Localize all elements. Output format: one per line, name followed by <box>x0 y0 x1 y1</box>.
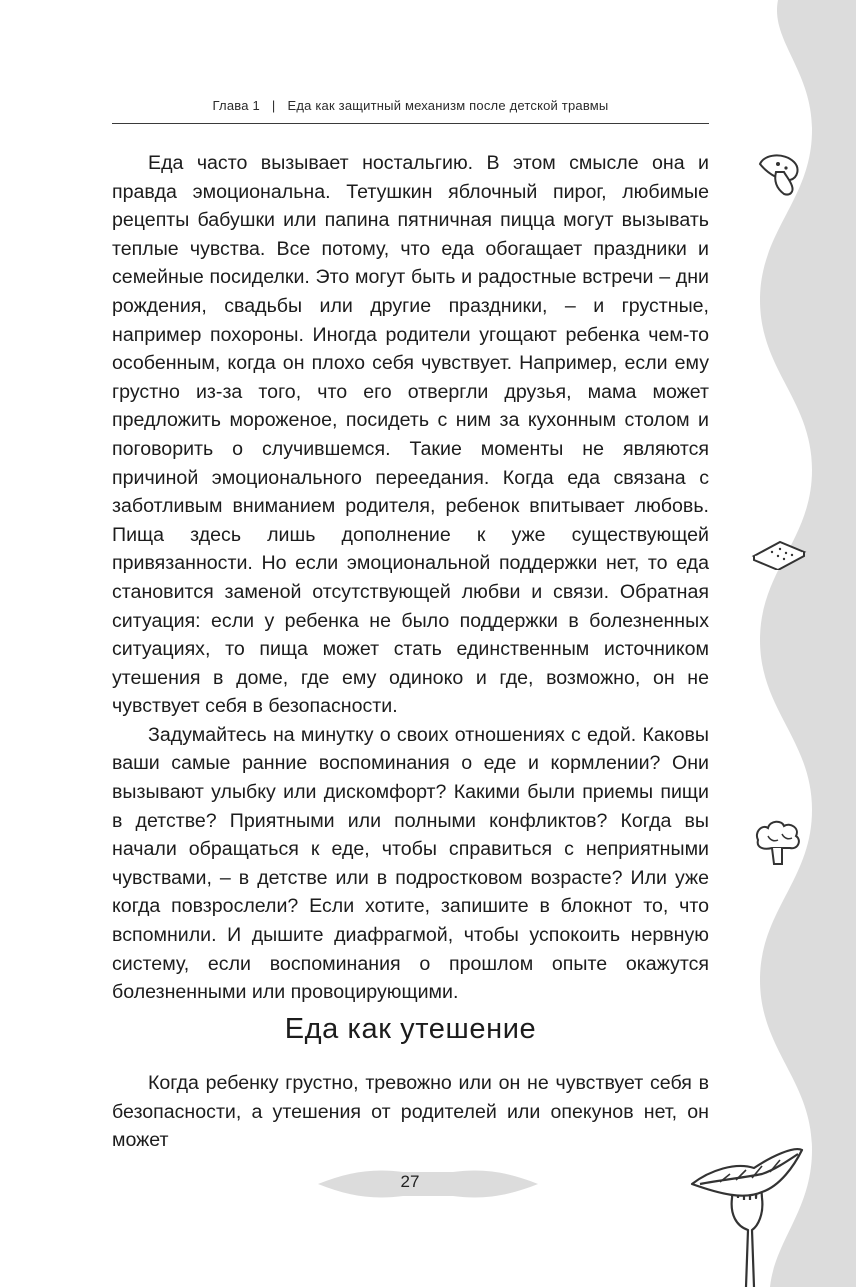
cracker-icon <box>750 536 808 570</box>
header-chapter-title: Еда как защитный механизм после детской травмы <box>287 98 609 113</box>
running-header <box>112 98 709 113</box>
mushroom-icon <box>754 152 802 198</box>
paragraph-1: Еда часто вызывает ностальгию. В этом смысле она и правда эмоциональна. Тетушкин яблочный пирог, любимые рецепты бабушки или папина пятничная пицца могут вызывать теплые чувства. Все потому, что еда обогащает праздники и семейные посиделки. Это могут быть и радостные встречи – дни рождения, свадьбы или другие праздники, – и грустные, например похороны. Иногда родители угощают ребенка чем-то особенным, когда он плохо себя чувствует. Например, если ему грустно из-за того, что его отвергли друзья, мама может предложить мороженое, посидеть с ним за кухонным столом и поговорить о случившемся. Такие моменты не являются причиной эмоционального переедания. Когда еда связана с заботливым вниманием родителя, ребенок впитывает любовь. Пища здесь лишь дополнение к уже существующей привязанности. Но если эмоциональной поддержки нет, то еда становится заменой отсутствующей любви и связи. Обратная ситуация: если у ребенка не было поддержки в болезненных ситуациях, то пища может стать единственным источником утешения в доме, где ему одиноко и где, возможно, он не чувствует себя в безопасности. <box>112 152 709 718</box>
section-heading: Еда как утешение <box>284 1013 537 1045</box>
header-chapter: Глава 1 <box>212 98 260 113</box>
section-text <box>112 1069 709 1155</box>
fork-lettuce-icon <box>690 1140 810 1287</box>
broccoli-icon <box>752 818 804 870</box>
page-number: 27 <box>400 1172 420 1191</box>
section-paragraph: Когда ребенку грустно, тревожно или он не чувствует себя в безопасности, а утешения от родителей или опекунов нет, он может <box>112 1072 709 1152</box>
paragraph-2: Задумайтесь на минутку о своих отношениях с едой. Каковы ваши самые ранние воспоминания о еде и кормлении? Они вызывают улыбку или дискомфорт? Какими были приемы пищи в детстве? Приятными или полными конфликтов? Когда вы начали обращаться к еде, чтобы справиться с неприятными чувствами, – в детстве или в подростковом возрасте? Или уже когда повзрослели? Если хотите, запишите в блокнот то, что вспомнили. И дышите диафрагмой, чтобы успокоить нервную систему, если воспоминания о прошлом опыте окажутся болезненными или провоцирующими. <box>112 723 709 1004</box>
main-text <box>112 149 709 1007</box>
header-separator: | <box>271 98 276 113</box>
header-rule <box>112 123 709 124</box>
